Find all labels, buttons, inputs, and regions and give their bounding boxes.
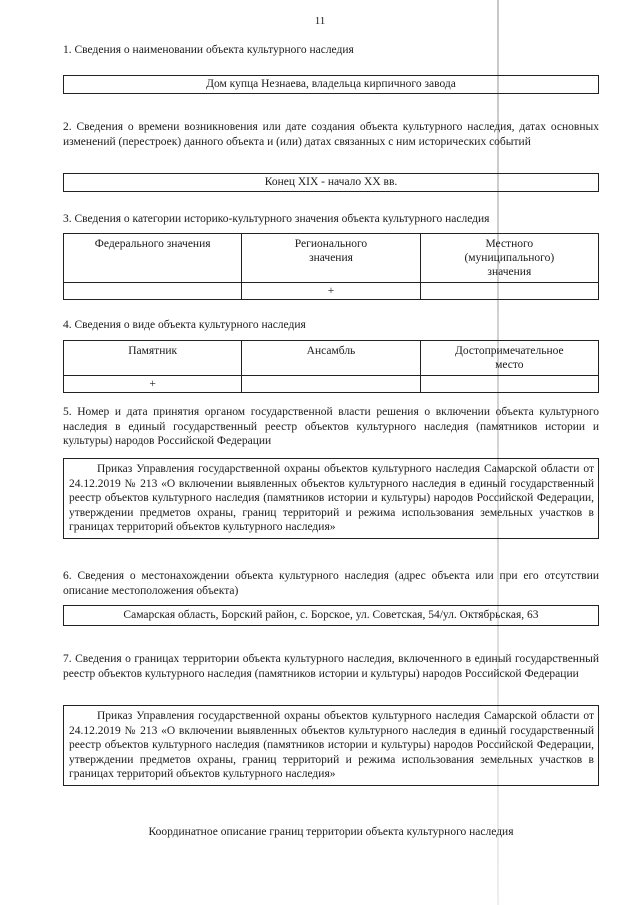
type-table <box>63 340 599 393</box>
section-5-heading: 5. Номер и дата принятия органом государственной власти решения о включении объекта культурного наследия в единый государственный реестр объектов культурного наследия (памятников истории и культуры) народов Российской Федерации <box>63 406 599 447</box>
page-number: 11 <box>314 15 326 27</box>
section-2-heading: 2. Сведения о времени возникновения или дате создания объекта культурного наследия, датах основных изменений (перестроек) данного объекта и (или) датах связанных с ним исторических событий <box>63 121 599 148</box>
section-6-heading: 6. Сведения о местонахождении объекта культурного наследия (адрес объекта или при его отсутствии описание местоположения объекта) <box>63 570 599 597</box>
section-5-value-box: Приказ Управления государственной охраны объектов культурного наследия Самарской области от 24.12.2019 № 213 «О включении выявленных объектов культурного наследия в единый государственный реестр объектов культурного наследия (памятников истории и культуры) народов Российской Федерации, утверждении предметов охраны, границ территорий и режима использования земельных участков в границах территорий объектов культурного наследия» <box>63 458 599 539</box>
category-regional: Регионального значения <box>242 234 420 283</box>
type-landmark: Достопримечательное место <box>420 341 598 376</box>
type-ensemble: Ансамбль <box>242 341 420 376</box>
coordinates-title: Координатное описание границ территории объекта культурного наследия <box>148 826 514 838</box>
category-local: Местного (муниципального) значения <box>420 234 598 283</box>
category-regional-mark: + <box>242 283 420 300</box>
category-federal: Федерального значения <box>64 234 242 283</box>
object-address: Самарская область, Борский район, с. Борское, ул. Советская, 54/ул. Октябрьская, 63 <box>123 609 539 621</box>
section-3-heading: 3. Сведения о категории историко-культурного значения объекта культурного наследия <box>63 213 490 225</box>
category-table <box>63 233 599 300</box>
type-monument-mark: + <box>64 376 242 393</box>
section-2-value-box <box>63 173 599 192</box>
section-6-value-box <box>63 605 599 626</box>
type-monument: Памятник <box>64 341 242 376</box>
category-local-mark <box>420 283 598 300</box>
object-name: Дом купца Незнаева, владельца кирпичного завода <box>206 78 456 90</box>
type-ensemble-mark <box>242 376 420 393</box>
creation-date: Конец XIX - начало XX вв. <box>264 176 398 188</box>
section-7-value-box: Приказ Управления государственной охраны объектов культурного наследия Самарской области от 24.12.2019 № 213 «О включении выявленных объектов культурного наследия в единый государственный реестр объектов культурного наследия (памятников истории и культуры) народов Российской Федерации, утверждении предметов охраны, границ территорий и режима использования земельных участков в границах территорий объектов культурного наследия» <box>63 705 599 786</box>
section-4-heading: 4. Сведения о виде объекта культурного наследия <box>63 319 306 331</box>
section-1-heading: 1. Сведения о наименовании объекта культурного наследия <box>63 44 354 56</box>
category-federal-mark <box>64 283 242 300</box>
type-landmark-mark <box>420 376 598 393</box>
section-7-heading: 7. Сведения о границах территории объекта культурного наследия, включенного в единый государственный реестр объектов культурного наследия (памятников истории и культуры) народов Российской Федерации <box>63 653 599 680</box>
section-1-value-box <box>63 75 599 94</box>
